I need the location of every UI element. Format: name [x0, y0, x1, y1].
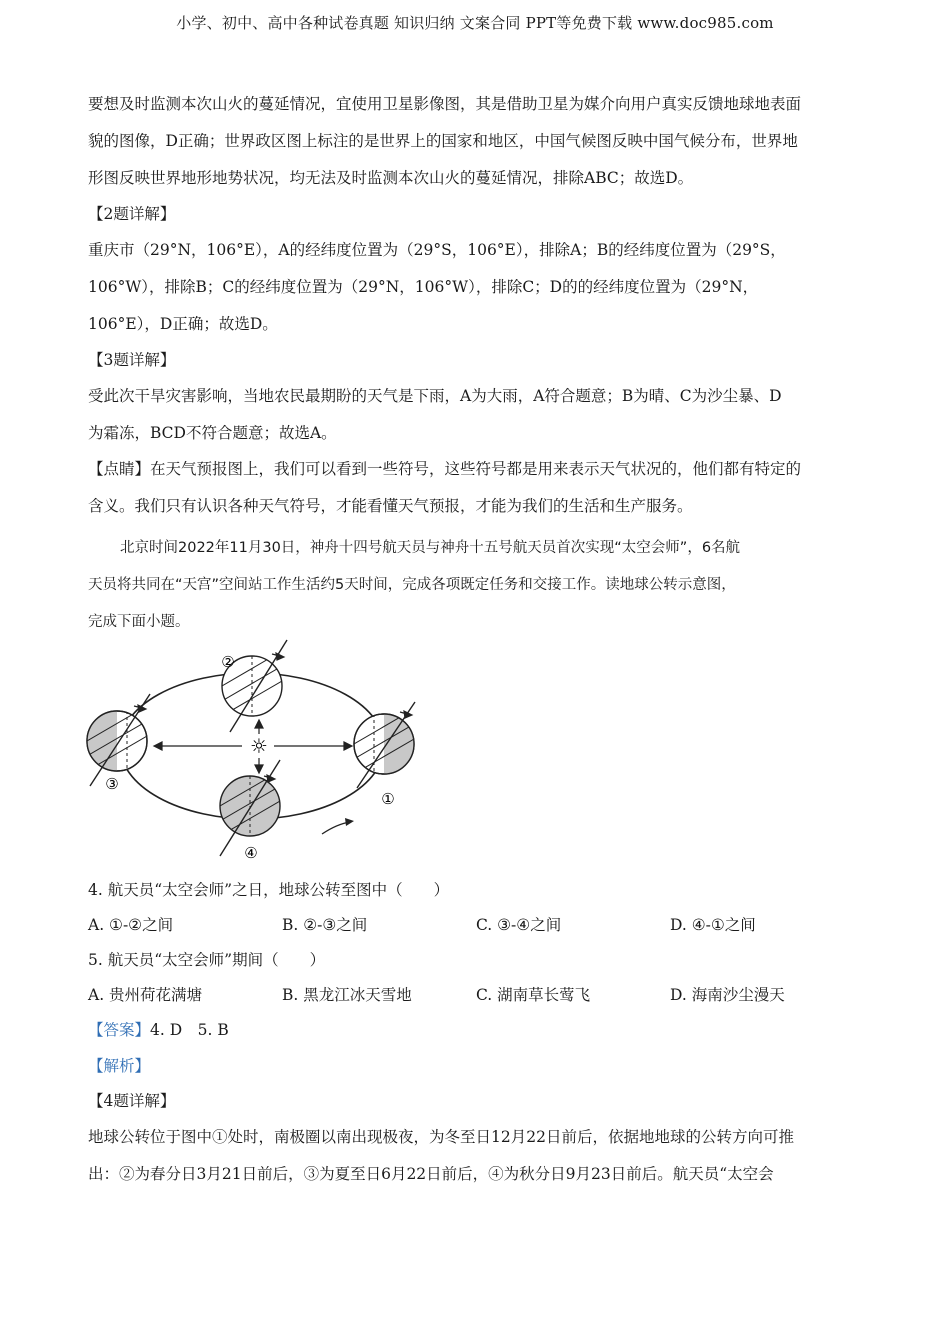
q3-explanation-line: 受此次干旱灾害影响，当地农民最期盼的天气是下雨，A为大雨，A符合题意；B为晴、C为沙尘暴、D	[88, 387, 782, 405]
q1-explanation-line: 貌的图像，D正确；世界政区图上标注的是世界上的国家和地区，中国气候图反映中国气候分布，世界地	[88, 132, 798, 150]
label-position-3: ③	[105, 775, 119, 793]
page-header: 小学、初中、高中各种试卷真题 知识归纳 文案合同 PPT等免费下载 www.doc985.com	[176, 14, 774, 32]
q5-option-a: A. 贵州荷花满塘	[88, 986, 203, 1004]
q2-heading: 【2题详解】	[88, 205, 176, 223]
q4-explanation-line: 地球公转位于图中①处时，南极圈以南出现极夜，为冬至日12月22日前后，依据地地球的公转方向可推	[88, 1128, 794, 1146]
q2-explanation-line: 106°E），D正确；故选D。	[88, 315, 278, 333]
sun-icon: ☼	[250, 734, 268, 758]
label-position-4: ④	[244, 844, 258, 862]
q4-explanation-line: 出：②为春分日3月21日前后，③为夏至日6月22日前后，④为秋分日9月23日前后。航天员“太空会	[88, 1165, 774, 1183]
q3-heading: 【3题详解】	[88, 351, 176, 369]
label-position-1: ①	[381, 790, 395, 808]
q2-explanation-line: 106°W），排除B；C的经纬度位置为（29°N，106°W），排除C；D的的经纬度位置为（29°N，	[88, 278, 759, 296]
label-position-2: ②	[221, 653, 235, 671]
q5-option-d: D. 海南沙尘漫天	[670, 986, 785, 1004]
q4-heading: 【4题详解】	[88, 1092, 176, 1110]
q5-stem: 5. 航天员“太空会师”期间（ ）	[88, 951, 326, 969]
q5-option-b: B. 黑龙江冰天雪地	[282, 986, 412, 1004]
passage-line: 北京时间2022年11月30日，神舟十四号航天员与神舟十五号航天员首次实现“太空会师”，6名航	[120, 540, 741, 556]
earth-revolution-diagram	[82, 636, 422, 866]
answer-label: 【答案】	[88, 1021, 151, 1039]
q5-option-c: C. 湖南草长莺飞	[476, 986, 591, 1004]
answer-line	[88, 1018, 229, 1040]
q4-option-a: A. ①-②之间	[88, 916, 174, 934]
q4-option-d: D. ④-①之间	[670, 916, 756, 934]
passage-line: 天员将共同在“天宫”空间站工作生活约5天时间，完成各项既定任务和交接工作。读地球公转示意图，	[88, 577, 736, 593]
revolution-direction-arrow	[322, 818, 354, 834]
tip-line: 【点睛】在天气预报图上，我们可以看到一些符号，这些符号都是用来表示天气状况的，他们都有特定的	[88, 460, 802, 478]
q4-option-c: C. ③-④之间	[476, 916, 562, 934]
earth-position-4	[220, 760, 280, 856]
q4-option-b: B. ②-③之间	[282, 916, 368, 934]
q4-stem: 4. 航天员“太空会师”之日，地球公转至图中（ ）	[88, 881, 450, 899]
passage-line: 完成下面小题。	[88, 614, 190, 630]
q3-explanation-line: 为霜冻，BCD不符合题意；故选A。	[88, 424, 337, 442]
analysis-label: 【解析】	[88, 1057, 151, 1075]
tip-line: 含义。我们只有认识各种天气符号，才能看懂天气预报，才能为我们的生活和生产服务。	[88, 497, 693, 515]
answer-value: 4. D 5. B	[150, 1021, 229, 1039]
q1-explanation-line: 要想及时监测本次山火的蔓延情况，宜使用卫星影像图，其是借助卫星为媒介向用户真实反馈地球地表面	[88, 95, 802, 113]
orbit-svg	[82, 636, 422, 866]
q1-explanation-line: 形图反映世界地形地势状况，均无法及时监测本次山火的蔓延情况，排除ABC；故选D。	[88, 169, 694, 187]
q2-explanation-line: 重庆市（29°N，106°E），A的经纬度位置为（29°S，106°E），排除A；B的经纬度位置为（29°S，	[88, 241, 786, 259]
